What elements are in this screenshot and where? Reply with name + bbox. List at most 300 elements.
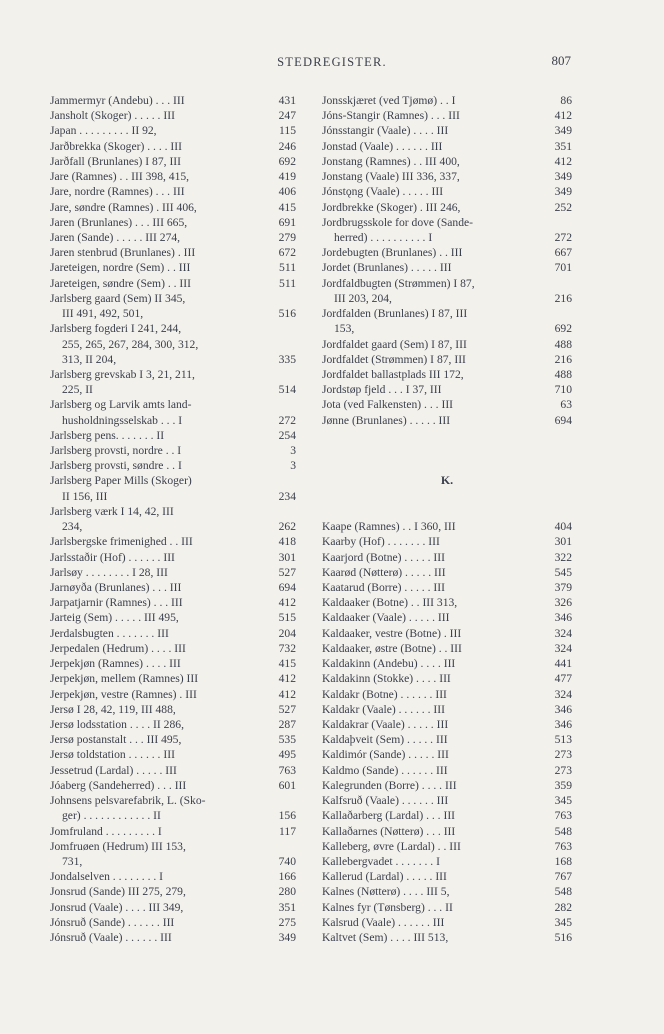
entry-text: Kaldaaker (Botne) . . III 313, — [322, 596, 458, 610]
index-entry — [50, 534, 296, 549]
entry-text: Kalfsruð (Vaale) . . . . . . III — [322, 794, 449, 808]
entry-page-number: 63 — [560, 398, 572, 412]
blank-line — [322, 489, 572, 504]
index-entry — [50, 504, 296, 519]
entry-page-number: 431 — [278, 94, 296, 107]
entry-text: Jomfruøen (Hedrum) III 153, — [50, 839, 186, 853]
index-entry — [50, 306, 296, 321]
entry-page-number: 272 — [278, 413, 296, 427]
entry-text: Kaldmo (Sande) . . . . . . III — [322, 763, 448, 777]
entry-text: Jerpekjøn (Ramnes) . . . . III — [50, 657, 181, 671]
entry-page-number: 115 — [279, 124, 296, 138]
index-entry — [50, 154, 296, 169]
entry-page-number: 441 — [554, 657, 572, 671]
entry-page-number: 601 — [278, 778, 296, 792]
index-entry — [50, 276, 296, 291]
entry-text: Kaldakrar (Vaale) . . . . . III — [322, 717, 449, 731]
entry-page-number: 349 — [554, 170, 572, 184]
index-entry — [50, 139, 296, 154]
blank-line — [322, 458, 572, 473]
entry-page-number: 513 — [554, 733, 572, 747]
entry-text: Jerpedalen (Hedrum) . . . . III — [50, 641, 186, 655]
entry-text: Kallebergvadet . . . . . . . I — [322, 854, 440, 868]
entry-text: Jersø postanstalt . . . III 495, — [50, 733, 182, 747]
index-entry — [50, 930, 296, 945]
entry-text: Kaldakinn (Andebu) . . . . III — [322, 657, 456, 671]
entry-page-number: 418 — [278, 535, 296, 549]
entry-page-number: 488 — [554, 337, 572, 351]
index-entry — [322, 565, 572, 580]
index-entry — [322, 610, 572, 625]
index-entry — [322, 808, 572, 823]
entry-text: Jarlsberg provsti, nordre . . I — [50, 444, 182, 458]
index-entry — [322, 519, 572, 534]
index-entry — [50, 215, 296, 230]
index-entry — [322, 671, 572, 686]
entry-page-number: 326 — [554, 596, 572, 610]
blank-line — [322, 443, 572, 458]
entry-page-number: 763 — [554, 809, 572, 823]
index-entry — [50, 610, 296, 625]
entry-page-number: 262 — [278, 520, 296, 534]
entry-text: Jarlsberg gaard (Sem) II 345, — [50, 291, 186, 305]
entry-page-number: 379 — [554, 581, 572, 594]
entry-text: Jarpatjarnir (Ramnes) . . . III — [50, 596, 183, 610]
index-entry — [50, 884, 296, 899]
index-entry — [322, 656, 572, 671]
entry-text: 313, II 204, — [62, 352, 117, 366]
entry-text: Jerpekjøn, vestre (Ramnes) . III — [50, 687, 197, 701]
entry-page-number: 477 — [554, 672, 572, 686]
entry-text: 225, II — [62, 383, 93, 397]
entry-page-number: 156 — [278, 809, 296, 823]
index-entry — [50, 489, 296, 504]
index-entry — [322, 397, 572, 412]
entry-page-number: 272 — [554, 230, 572, 244]
entry-page-number: 412 — [554, 109, 572, 123]
entry-text: III 203, 204, — [334, 291, 392, 305]
entry-page-number: 527 — [278, 565, 296, 579]
entry-page-number: 495 — [278, 748, 296, 762]
running-title: STEDREGISTER. — [277, 55, 387, 69]
entry-text: Jaren stenbrud (Brunlanes) . III — [50, 246, 196, 260]
index-entry — [322, 900, 572, 915]
index-entry — [50, 915, 296, 930]
entry-page-number: 346 — [554, 611, 572, 625]
entry-page-number: 351 — [554, 139, 572, 153]
index-entry — [322, 687, 572, 702]
index-entry — [322, 321, 572, 336]
entry-page-number: 763 — [278, 763, 296, 777]
index-entry — [322, 184, 572, 199]
entry-page-number: 415 — [278, 200, 296, 214]
entry-page-number: 349 — [278, 931, 296, 945]
index-entry — [50, 702, 296, 717]
entry-text: Jordfaldet ballastplads III 172, — [322, 367, 464, 381]
entry-text: Jonstang (Vaale) III 336, 337, — [322, 170, 460, 184]
entry-page-number: 247 — [278, 109, 296, 123]
index-entry — [322, 702, 572, 717]
index-entry — [322, 915, 572, 930]
entry-text: Jordfalden (Brunlanes) I 87, III — [322, 307, 468, 321]
entry-text: Jónsruð (Sande) . . . . . . III — [50, 915, 175, 929]
index-entry — [50, 793, 296, 808]
index-entry — [50, 352, 296, 367]
index-entry — [322, 230, 572, 245]
entry-text: Jarlsstaðir (Hof) . . . . . . III — [50, 550, 175, 564]
index-entry — [50, 580, 296, 595]
index-entry — [50, 839, 296, 854]
entry-text: Jarlsberg fogderi I 241, 244, — [50, 322, 182, 336]
entry-page-number: 406 — [278, 185, 296, 199]
entry-page-number: 412 — [278, 672, 296, 686]
index-entry — [322, 717, 572, 732]
entry-text: Jonsrud (Vaale) . . . . III 349, — [50, 900, 184, 914]
entry-page-number: 710 — [554, 383, 572, 397]
index-entry — [50, 473, 296, 488]
index-entry — [50, 656, 296, 671]
entry-page-number: 246 — [278, 139, 296, 153]
entry-text: 234, — [62, 520, 83, 534]
entry-page-number: 168 — [554, 854, 572, 868]
index-entry — [50, 900, 296, 915]
entry-page-number: 349 — [554, 185, 572, 199]
entry-text: Jersø lodsstation . . . . II 286, — [50, 717, 184, 731]
entry-text: Jarlsberg og Larvik amts land- — [50, 398, 192, 412]
entry-page-number: 404 — [554, 520, 572, 534]
index-entry — [50, 747, 296, 762]
page-number: 807 — [551, 53, 571, 68]
index-entry — [322, 276, 572, 291]
entry-text: Kaarød (Nøtterø) . . . . . III — [322, 565, 446, 579]
entry-page-number: 324 — [554, 687, 572, 701]
entry-page-number: 117 — [279, 824, 296, 838]
index-entry — [322, 824, 572, 839]
entry-page-number: 548 — [554, 885, 572, 899]
entry-text: Jordbrugsskole for dove (Sande- — [322, 215, 474, 229]
entry-page-number: 216 — [554, 352, 572, 366]
entry-page-number: 324 — [554, 641, 572, 655]
entry-text: Kaldakinn (Stokke) . . . . III — [322, 672, 451, 686]
entry-page-number: 254 — [278, 428, 296, 442]
entry-text: Kaldimór (Sande) . . . . . III — [322, 748, 449, 762]
entry-page-number: 234 — [278, 489, 296, 503]
entry-text: Kaldaaker, vestre (Botne) . III — [322, 626, 462, 640]
entry-text: Kalleberg, øvre (Lardal) . . III — [322, 839, 461, 853]
index-entry — [50, 565, 296, 580]
index-entry — [322, 139, 572, 154]
index-entry — [50, 230, 296, 245]
entry-text: Jare, nordre (Ramnes) . . . III — [50, 185, 185, 199]
entry-text: Jordet (Brunlanes) . . . . . III — [322, 261, 452, 275]
index-entry — [322, 169, 572, 184]
entry-text: Kaatarud (Borre) . . . . . III — [322, 581, 445, 594]
index-entry — [50, 458, 296, 473]
index-entry — [322, 747, 572, 762]
entry-page-number: 273 — [554, 763, 572, 777]
entry-text: Kaldakr (Vaale) . . . . . . III — [322, 702, 445, 716]
entry-text: ger) . . . . . . . . . . . . II — [62, 809, 161, 823]
entry-page-number: 301 — [554, 535, 572, 549]
entry-page-number: 511 — [279, 261, 296, 275]
entry-page-number: 511 — [279, 276, 296, 290]
index-entry — [322, 291, 572, 306]
index-entry — [50, 367, 296, 382]
index-entry — [50, 778, 296, 793]
entry-text: Jaren (Brunlanes) . . . III 665, — [50, 215, 188, 229]
entry-text: Jerpekjøn, mellem (Ramnes) III — [50, 672, 199, 686]
index-entry — [322, 550, 572, 565]
entry-text: Kaldaaker, østre (Botne) . . III — [322, 641, 462, 655]
index-entry — [322, 245, 572, 260]
entry-page-number: 515 — [278, 611, 296, 625]
entry-text: Jarlsberg værk I 14, 42, III — [50, 504, 174, 518]
entry-page-number: 740 — [278, 854, 296, 868]
index-entry — [50, 763, 296, 778]
entry-text: Jordfaldet gaard (Sem) I 87, III — [322, 337, 467, 351]
entry-page-number: 345 — [554, 915, 572, 929]
index-entry — [50, 200, 296, 215]
entry-text: Kaldaþveit (Sem) . . . . . III — [322, 733, 448, 747]
index-entry — [50, 626, 296, 641]
entry-page-number: 279 — [278, 230, 296, 244]
index-entry — [322, 382, 572, 397]
section-heading: K. — [440, 473, 454, 488]
entry-page-number: 346 — [554, 702, 572, 716]
entry-page-number: 516 — [278, 307, 296, 321]
entry-text: Jóaberg (Sandeherred) . . . III — [50, 778, 187, 792]
entry-text: Japan . . . . . . . . . II 92, — [50, 124, 157, 138]
entry-page-number: 415 — [278, 657, 296, 671]
entry-text: Jønne (Brunlanes) . . . . . III — [322, 413, 451, 427]
entry-text: Jarðfall (Brunlanes) I 87, III — [50, 154, 182, 168]
entry-text: herred) . . . . . . . . . . I — [334, 230, 433, 244]
index-entry — [322, 154, 572, 169]
entry-text: Kallaðarnes (Nøtterø) . . . III — [322, 824, 456, 838]
entry-text: Jonstang (Ramnes) . . III 400, — [322, 154, 460, 168]
entry-page-number: 324 — [554, 626, 572, 640]
entry-text: Jordstøp fjeld . . . I 37, III — [322, 383, 442, 397]
entry-text: Kalnes fyr (Tønsberg) . . . II — [322, 900, 453, 914]
index-entry — [50, 260, 296, 275]
entry-page-number: 359 — [554, 778, 572, 792]
entry-page-number: 694 — [278, 581, 296, 594]
entry-text: husholdningsselskab . . . I — [62, 413, 183, 427]
index-entry — [50, 428, 296, 443]
entry-page-number: 412 — [278, 596, 296, 610]
index-entry — [322, 413, 572, 428]
entry-text: Jordfaldbugten (Strømmen) I 87, — [322, 276, 475, 290]
entry-page-number: 252 — [554, 200, 572, 214]
index-entry — [322, 763, 572, 778]
entry-page-number: 280 — [278, 885, 296, 899]
index-entry — [322, 215, 572, 230]
entry-page-number: 548 — [554, 824, 572, 838]
entry-text: Johnsens pelsvarefabrik, L. (Sko- — [50, 794, 206, 808]
entry-page-number: 351 — [278, 900, 296, 914]
entry-page-number: 763 — [554, 839, 572, 853]
entry-page-number: 166 — [278, 870, 296, 884]
entry-text: Kaldaaker (Vaale) . . . . . III — [322, 611, 450, 625]
index-entry — [50, 854, 296, 869]
index-entry — [322, 260, 572, 275]
page-header — [0, 53, 664, 71]
entry-page-number: 322 — [554, 550, 572, 564]
index-entry — [50, 595, 296, 610]
entry-page-number: 527 — [278, 702, 296, 716]
index-entry — [50, 808, 296, 823]
index-entry — [50, 413, 296, 428]
entry-text: Jarlsbergske frimenighed . . III — [50, 535, 193, 549]
index-entry — [322, 108, 572, 123]
entry-page-number: 694 — [554, 413, 572, 427]
entry-text: Jaren (Sande) . . . . . III 274, — [50, 230, 181, 244]
entry-text: Jersø toldstation . . . . . . III — [50, 748, 175, 762]
entry-text: 255, 265, 267, 284, 300, 312, — [62, 337, 199, 351]
entry-page-number: 545 — [554, 565, 572, 579]
entry-text: Jónstǫng (Vaale) . . . . . III — [322, 185, 444, 199]
entry-page-number: 349 — [554, 124, 572, 138]
entry-text: Jare, søndre (Ramnes) . III 406, — [50, 200, 197, 214]
index-entry — [322, 839, 572, 854]
index-entry — [50, 717, 296, 732]
entry-page-number: 488 — [554, 367, 572, 381]
entry-text: Kaape (Ramnes) . . I 360, III — [322, 520, 456, 534]
entry-text: Jarlsøy . . . . . . . . I 28, III — [50, 565, 168, 579]
entry-text: Jareteigen, nordre (Sem) . . III — [50, 261, 191, 275]
entry-page-number: 282 — [554, 900, 572, 914]
entry-text: Jordebugten (Brunlanes) . . III — [322, 246, 463, 260]
index-entry — [50, 641, 296, 656]
index-entry — [50, 184, 296, 199]
index-entry — [50, 869, 296, 884]
entry-text: Kaldakr (Botne) . . . . . . III — [322, 687, 447, 701]
index-entry — [322, 641, 572, 656]
index-entry — [50, 519, 296, 534]
index-entry — [322, 534, 572, 549]
index-entry — [322, 595, 572, 610]
entry-text: Jessetrud (Lardal) . . . . . III — [50, 763, 177, 777]
entry-text: Jonstad (Vaale) . . . . . . III — [322, 139, 443, 153]
index-entry — [50, 671, 296, 686]
index-entry — [322, 854, 572, 869]
index-entry — [50, 93, 296, 108]
entry-page-number: 412 — [554, 154, 572, 168]
entry-page-number: 301 — [278, 550, 296, 564]
entry-text: Jare (Ramnes) . . III 398, 415, — [50, 170, 190, 184]
entry-text: Jareteigen, søndre (Sem) . . III — [50, 276, 192, 290]
index-entry — [322, 93, 572, 108]
index-entry — [50, 169, 296, 184]
entry-text: Jarlsberg provsti, søndre . . I — [50, 459, 182, 473]
entry-text: Jarteig (Sem) . . . . . III 495, — [50, 611, 179, 625]
entry-page-number: 667 — [554, 246, 572, 260]
index-entry — [50, 397, 296, 412]
index-entry — [50, 321, 296, 336]
index-entry — [322, 869, 572, 884]
index-entry — [322, 337, 572, 352]
entry-text: Jonsrud (Sande) III 275, 279, — [50, 885, 186, 899]
index-entry — [322, 793, 572, 808]
entry-text: Jarlsberg grevskab I 3, 21, 211, — [50, 367, 195, 381]
index-entry — [322, 580, 572, 595]
entry-text: Jersø I 28, 42, 119, III 488, — [50, 702, 176, 716]
entry-page-number: 691 — [278, 215, 296, 229]
entry-text: Kalegrunden (Borre) . . . . III — [322, 778, 457, 792]
entry-text: Jónsruð (Vaale) . . . . . . III — [50, 931, 172, 945]
entry-page-number: 3 — [290, 459, 296, 473]
entry-page-number: 692 — [554, 322, 572, 336]
index-entry — [322, 367, 572, 382]
index-entry — [50, 687, 296, 702]
index-entry — [322, 306, 572, 321]
entry-text: Kalsrud (Vaale) . . . . . . III — [322, 915, 445, 929]
entry-page-number: 216 — [554, 291, 572, 305]
entry-text: Jondalselven . . . . . . . . I — [50, 870, 164, 884]
entry-text: Kaarby (Hof) . . . . . . . III — [322, 535, 440, 549]
entry-text: III 491, 492, 501, — [62, 307, 144, 321]
index-entry — [50, 824, 296, 839]
entry-page-number: 419 — [278, 170, 296, 184]
index-entry — [50, 443, 296, 458]
index-entry — [322, 123, 572, 138]
index-entry — [50, 245, 296, 260]
entry-text: Jota (ved Falkensten) . . . III — [322, 398, 454, 412]
entry-text: Kaarjord (Botne) . . . . . III — [322, 550, 445, 564]
index-entry — [50, 382, 296, 397]
entry-text: Jarðbrekka (Skoger) . . . . III — [50, 139, 182, 153]
entry-text: Kalnes (Nøtterø) . . . . III 5, — [322, 885, 450, 899]
entry-text: Jomfruland . . . . . . . . . I — [50, 824, 162, 838]
blank-line — [322, 504, 572, 519]
entry-page-number: 273 — [554, 748, 572, 762]
index-entry — [50, 123, 296, 138]
entry-page-number: 86 — [560, 94, 572, 107]
entry-page-number: 767 — [554, 870, 572, 884]
index-entry — [322, 352, 572, 367]
entry-page-number: 345 — [554, 794, 572, 808]
index-entry — [322, 778, 572, 793]
index-entry — [322, 732, 572, 747]
entry-text: Jónsstangir (Vaale) . . . . III — [322, 124, 449, 138]
entry-text: Jammermyr (Andebu) . . . III — [50, 94, 185, 107]
entry-page-number: 287 — [278, 717, 296, 731]
entry-page-number: 335 — [278, 352, 296, 366]
index-entry — [322, 626, 572, 641]
entry-page-number: 701 — [554, 261, 572, 275]
index-column-right — [322, 93, 572, 945]
entry-text: 731, — [62, 854, 83, 868]
entry-text: Jonsskjæret (ved Tjømø) . . I — [322, 94, 456, 107]
index-entry — [50, 732, 296, 747]
index-entry — [50, 550, 296, 565]
entry-text: Kallaðarberg (Lardal) . . . III — [322, 809, 456, 823]
entry-text: Jóns-Stangir (Ramnes) . . . III — [322, 109, 460, 123]
index-entry — [50, 337, 296, 352]
entry-text: Jansholt (Skoger) . . . . . III — [50, 109, 175, 123]
entry-page-number: 275 — [278, 915, 296, 929]
entry-text: Kallerud (Lardal) . . . . . III — [322, 870, 447, 884]
entry-text: Jerdalsbugten . . . . . . . III — [50, 626, 169, 640]
entry-page-number: 516 — [554, 931, 572, 945]
entry-text: Jordfaldet (Strømmen) I 87, III — [322, 352, 466, 366]
entry-text: 153, — [334, 322, 355, 336]
entry-page-number: 692 — [278, 154, 296, 168]
index-entry — [50, 291, 296, 306]
entry-text: Jordbrekke (Skoger) . III 246, — [322, 200, 461, 214]
entry-page-number: 672 — [278, 246, 296, 260]
entry-text: Kaltvet (Sem) . . . . III 513, — [322, 931, 449, 945]
